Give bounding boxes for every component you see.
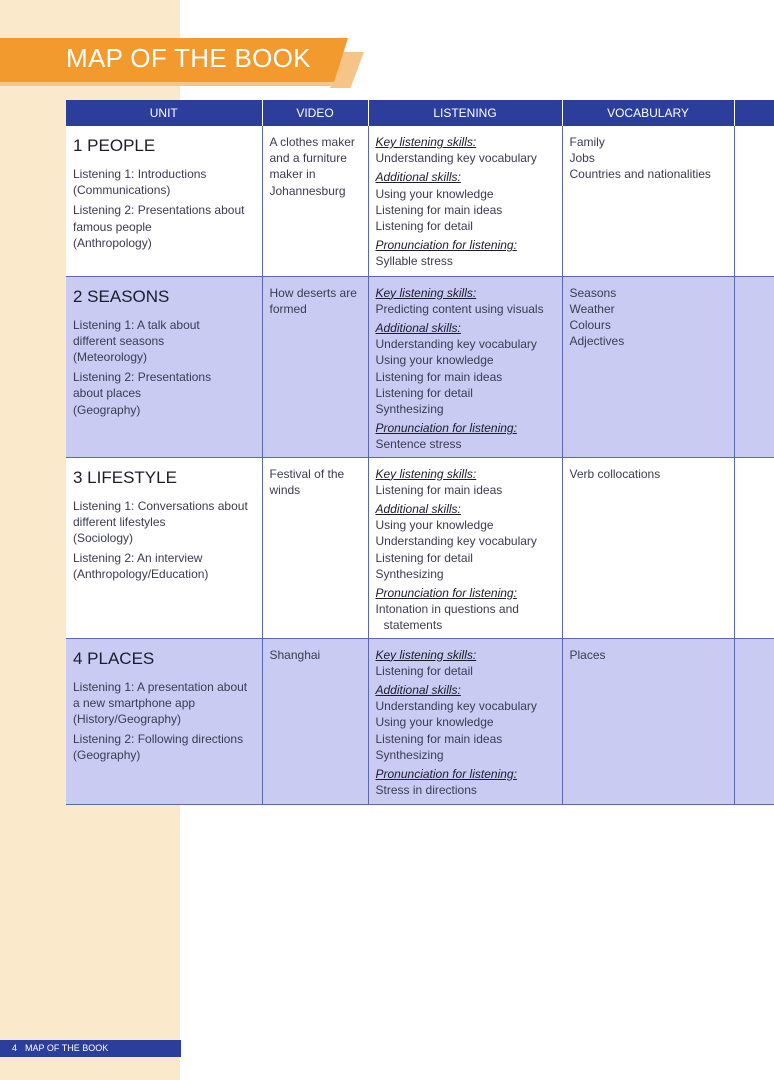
lesson-line: (Meteorology) <box>73 349 148 364</box>
skill-item: Listening for main ideas <box>375 731 503 746</box>
page-title: MAP OF THE BOOK <box>66 43 311 73</box>
lesson-line: Listening 1: Conversations about <box>73 498 248 513</box>
footer-label: MAP OF THE BOOK <box>25 1043 109 1053</box>
lesson-entry <box>73 498 256 547</box>
video-cell <box>262 457 368 638</box>
skill-heading: Pronunciation for listening: <box>375 421 517 436</box>
listening-cell <box>368 457 562 638</box>
skill-item: Listening for detail <box>375 663 473 678</box>
skill-block <box>376 420 556 452</box>
lesson-line: famous people <box>73 219 152 234</box>
col-header-unit: UNIT <box>66 100 262 126</box>
listening-cell <box>368 126 562 276</box>
lesson-line: about places <box>73 386 142 401</box>
skill-item: Intonation in questions and <box>375 602 519 617</box>
lesson-line: different lifestyles <box>73 514 166 529</box>
lesson-entry <box>73 679 256 728</box>
unit-title: 3 LIFESTYLE <box>73 467 177 487</box>
vocabulary-item: Family <box>569 135 605 149</box>
skill-item: Listening for main ideas <box>375 202 503 217</box>
skill-block <box>376 320 556 417</box>
skill-heading: Additional skills: <box>375 170 461 185</box>
lesson-line: a new smartphone app <box>73 695 196 710</box>
vocabulary-item: Colours <box>569 317 611 332</box>
page-footer <box>0 1040 181 1057</box>
skill-item: Understanding key vocabulary <box>375 337 537 352</box>
video-cell <box>262 638 368 804</box>
skill-item: Understanding key vocabulary <box>375 534 537 549</box>
lesson-line: (Sociology) <box>73 530 134 545</box>
skill-item: Using your knowledge <box>375 186 494 201</box>
skill-item: Stress in directions <box>375 783 477 798</box>
skill-block <box>376 682 556 763</box>
lesson-line: Listening 1: Introductions <box>73 167 207 181</box>
lesson-line: (Geography) <box>73 748 141 763</box>
video-line: Shanghai <box>269 647 321 662</box>
skill-heading: Key listening skills: <box>375 466 477 481</box>
col-header-listening: LISTENING <box>368 100 562 126</box>
skill-item: Using your knowledge <box>375 353 494 368</box>
unit-title: 1 PEOPLE <box>73 136 156 155</box>
skill-item: Predicting content using visuals <box>375 301 544 316</box>
table-header-row <box>66 100 774 126</box>
unit-cell <box>66 457 262 638</box>
listening-cell <box>368 638 562 804</box>
skill-item: statements <box>383 618 443 633</box>
video-line: and a furniture <box>269 151 347 166</box>
skill-heading: Pronunciation for listening: <box>375 766 517 781</box>
skill-item: Sentence stress <box>375 437 462 452</box>
skill-block <box>376 766 556 798</box>
skill-heading: Pronunciation for listening: <box>375 585 517 600</box>
skill-block <box>376 134 556 166</box>
skill-item: Synthesizing <box>375 401 444 416</box>
skill-block <box>376 585 556 634</box>
vocabulary-cell <box>562 638 734 804</box>
col-header-video: VIDEO <box>262 100 368 126</box>
video-line: maker in <box>269 167 316 182</box>
lesson-line: (Geography) <box>73 402 141 417</box>
unit-title: 4 PLACES <box>73 648 155 668</box>
extra-cell <box>734 638 774 804</box>
vocabulary-item: Countries and nationalities <box>569 167 711 182</box>
lesson-line: (Anthropology/Education) <box>73 567 209 582</box>
skill-heading: Key listening skills: <box>375 647 477 662</box>
video-line: Johannesburg <box>269 183 346 198</box>
unit-title: 2 SEASONS <box>73 286 170 306</box>
skill-item: Using your knowledge <box>375 715 494 730</box>
skill-block <box>376 466 556 498</box>
lesson-entry <box>73 731 256 763</box>
video-cell <box>262 276 368 457</box>
table-row <box>66 638 774 804</box>
lesson-entry <box>73 166 256 198</box>
lesson-entry <box>73 317 256 366</box>
table-row <box>66 276 774 457</box>
col-header-vocabulary: VOCABULARY <box>562 100 734 126</box>
vocabulary-cell <box>562 126 734 276</box>
skill-heading: Pronunciation for listening: <box>375 238 517 253</box>
vocabulary-item: Verb collocations <box>569 466 661 481</box>
skill-item: Listening for detail <box>375 385 473 400</box>
skill-item: Syllable stress <box>375 254 453 269</box>
video-line: Festival of the <box>269 466 345 481</box>
skill-block <box>376 647 556 679</box>
skill-item: Listening for main ideas <box>375 482 503 497</box>
lesson-entry <box>73 369 256 418</box>
lesson-line: Listening 2: Following directions <box>73 732 244 747</box>
skill-item: Synthesizing <box>375 747 444 762</box>
skill-item: Using your knowledge <box>375 518 494 533</box>
extra-cell <box>734 457 774 638</box>
vocabulary-cell <box>562 457 734 638</box>
vocabulary-cell <box>562 276 734 457</box>
table-row <box>66 126 774 276</box>
lesson-line: Listening 2: Presentations about <box>73 203 245 218</box>
lesson-entry <box>73 550 256 582</box>
lesson-line: (History/Geography) <box>73 711 182 726</box>
unit-cell <box>66 126 262 276</box>
video-line: How deserts are <box>269 285 357 300</box>
vocabulary-item: Places <box>569 647 606 662</box>
skill-block <box>376 169 556 234</box>
skill-block <box>376 501 556 582</box>
skill-block <box>376 237 556 269</box>
lesson-line: Listening 2: Presentations <box>73 370 212 385</box>
skill-item: Understanding key vocabulary <box>375 699 537 714</box>
listening-cell <box>368 276 562 457</box>
vocabulary-item: Jobs <box>569 151 595 166</box>
skill-item: Listening for detail <box>375 219 473 234</box>
video-line: A clothes maker <box>269 135 355 149</box>
lesson-line: (Anthropology) <box>73 235 152 250</box>
skill-heading: Additional skills: <box>375 682 461 697</box>
skill-heading: Key listening skills: <box>375 285 477 300</box>
table-row <box>66 457 774 638</box>
lesson-line: Listening 1: A talk about <box>73 317 200 332</box>
lesson-line: different seasons <box>73 333 165 348</box>
video-line: formed <box>269 301 307 316</box>
col-header-extra <box>734 100 774 126</box>
unit-cell <box>66 276 262 457</box>
extra-cell <box>734 276 774 457</box>
extra-cell <box>734 126 774 276</box>
video-line: winds <box>269 482 301 497</box>
vocabulary-item: Adjectives <box>569 334 625 349</box>
lesson-line: Listening 1: A presentation about <box>73 679 248 694</box>
lesson-line: (Communications) <box>73 183 171 198</box>
video-cell <box>262 126 368 276</box>
skill-item: Synthesizing <box>375 566 444 581</box>
page-number: 4 <box>12 1043 18 1053</box>
vocabulary-item: Weather <box>569 301 615 316</box>
lesson-line: Listening 2: An interview <box>73 551 203 566</box>
skill-item: Listening for detail <box>375 550 473 565</box>
skill-heading: Additional skills: <box>375 320 461 335</box>
map-table <box>66 100 774 805</box>
skill-block <box>376 285 556 317</box>
skill-item: Understanding key vocabulary <box>375 151 537 166</box>
vocabulary-item: Seasons <box>569 285 617 300</box>
unit-cell <box>66 638 262 804</box>
skill-heading: Key listening skills: <box>375 135 477 149</box>
lesson-entry <box>73 202 256 251</box>
skill-heading: Additional skills: <box>375 501 461 516</box>
skill-item: Listening for main ideas <box>375 369 503 384</box>
